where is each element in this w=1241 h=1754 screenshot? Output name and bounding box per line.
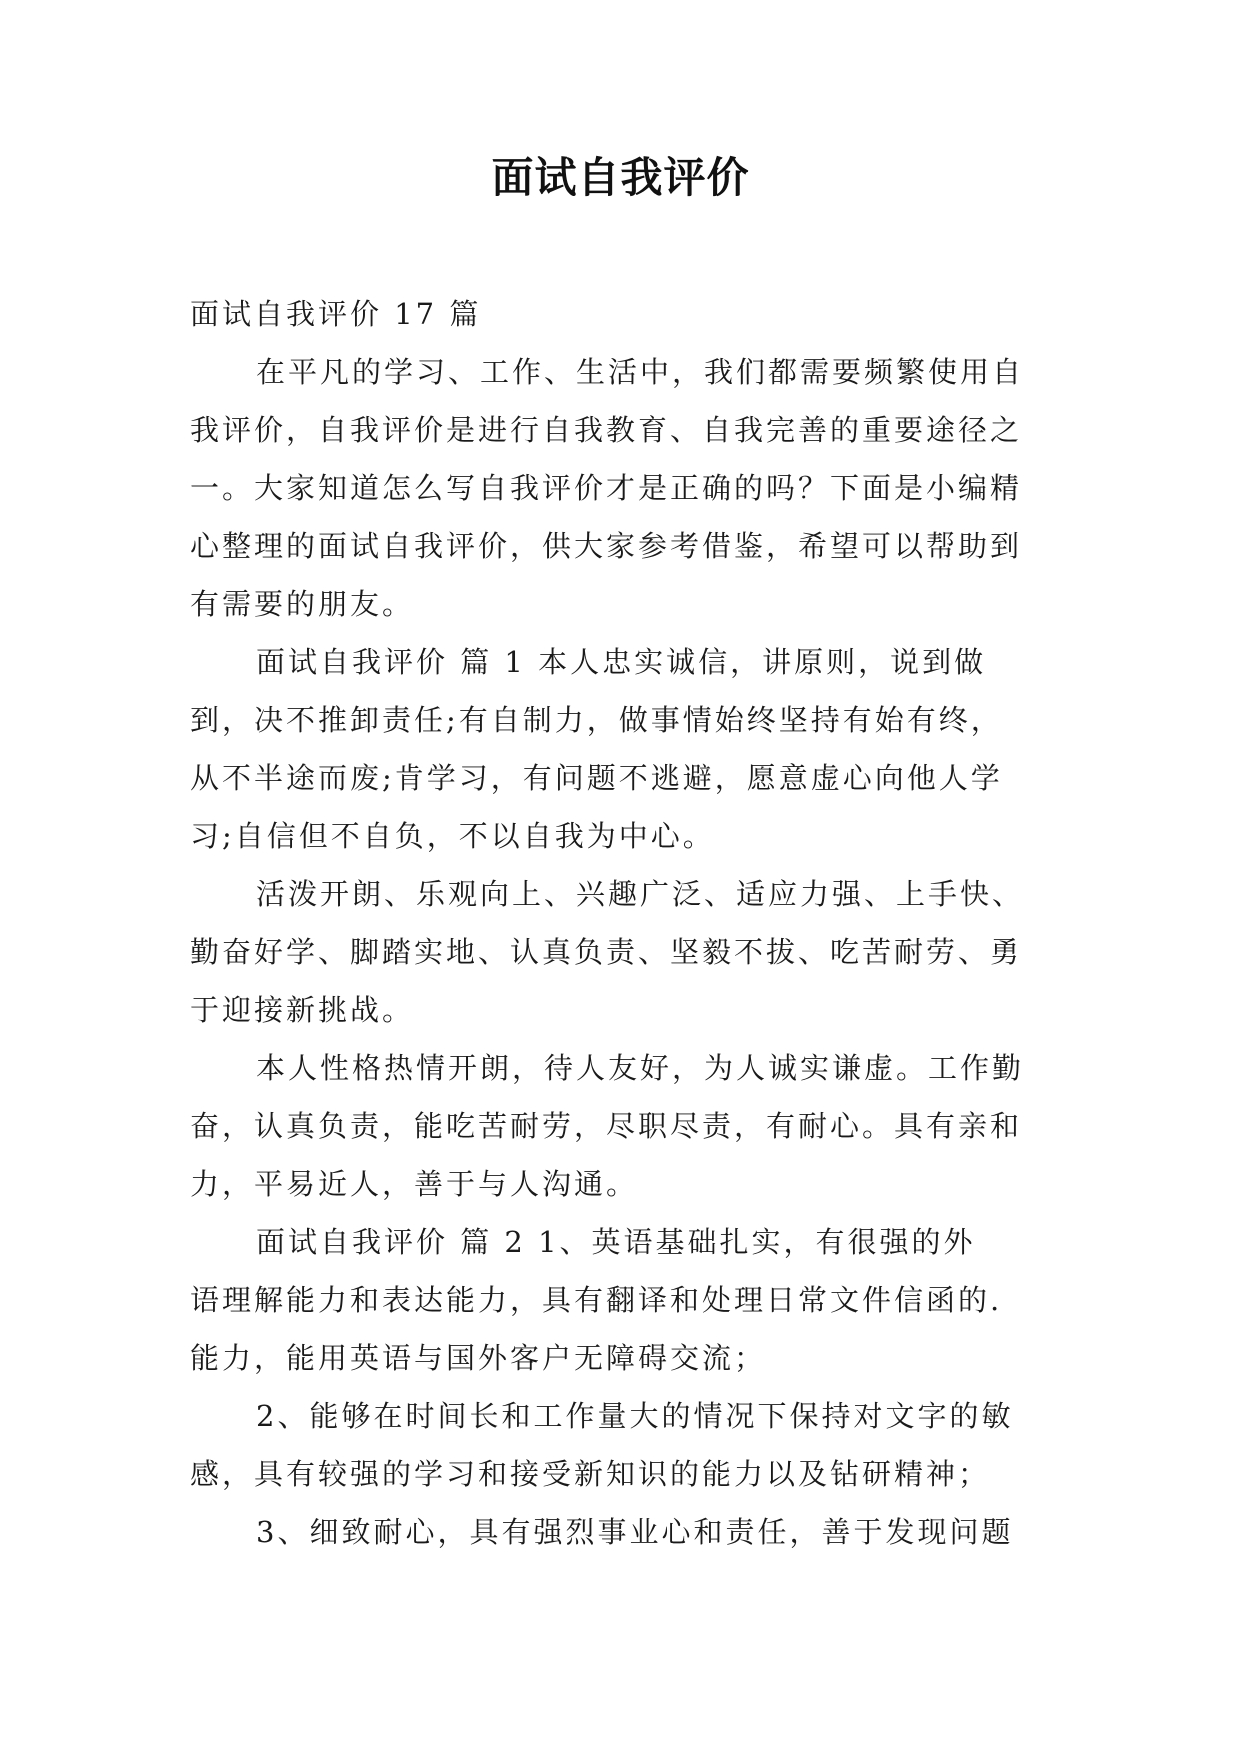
text-line: 本人性格热情开朗，待人友好，为人诚实谦虚。工作勤	[256, 1051, 1025, 1085]
text-line: 习;自信但不自负，不以自我为中心。	[190, 819, 715, 853]
text-line: 面试自我评价 17 篇	[190, 297, 482, 331]
text-line: 语理解能力和表达能力，具有翻译和处理日常文件信函的.	[190, 1283, 1003, 1317]
text-line: 从不半途而废;肯学习，有问题不逃避，愿意虚心向他人学	[190, 761, 1003, 795]
text-line: 心整理的面试自我评价，供大家参考借鉴，希望可以帮助到	[190, 529, 1023, 563]
document-title: 面试自我评价	[491, 153, 750, 202]
text-line: 在平凡的学习、工作、生活中，我们都需要频繁使用自	[256, 355, 1025, 389]
text-line: 于迎接新挑战。	[190, 993, 415, 1027]
text-line: 面试自我评价 篇 1 本人忠实诚信，讲原则，说到做	[256, 645, 987, 679]
text-line: 奋，认真负责，能吃苦耐劳，尽职尽责，有耐心。具有亲和	[190, 1109, 1023, 1143]
text-line: 感，具有较强的学习和接受新知识的能力以及钻研精神；	[190, 1457, 991, 1491]
text-line: 能力，能用英语与国外客户无障碍交流；	[190, 1341, 767, 1375]
text-line: 3、细致耐心，具有强烈事业心和责任，善于发现问题	[256, 1515, 1014, 1549]
text-line: 力，平易近人，善于与人沟通。	[190, 1167, 639, 1201]
document-body	[190, 285, 1050, 1561]
text-line: 我评价，自我评价是进行自我教育、自我完善的重要途径之	[190, 413, 1023, 447]
text-line: 勤奋好学、脚踏实地、认真负责、坚毅不拔、吃苦耐劳、勇	[190, 935, 1023, 969]
text-line: 面试自我评价 篇 2 1、英语基础扎实，有很强的外	[256, 1225, 976, 1259]
text-line: 到，决不推卸责任;有自制力，做事情始终坚持有始有终，	[190, 703, 1003, 737]
text-line: 一。大家知道怎么写自我评价才是正确的吗？下面是小编精	[190, 471, 1023, 505]
text-line: 有需要的朋友。	[190, 587, 415, 621]
text-line: 活泼开朗、乐观向上、兴趣广泛、适应力强、上手快、	[256, 877, 1025, 911]
text-line: 2、能够在时间长和工作量大的情况下保持对文字的敏	[256, 1399, 1014, 1433]
